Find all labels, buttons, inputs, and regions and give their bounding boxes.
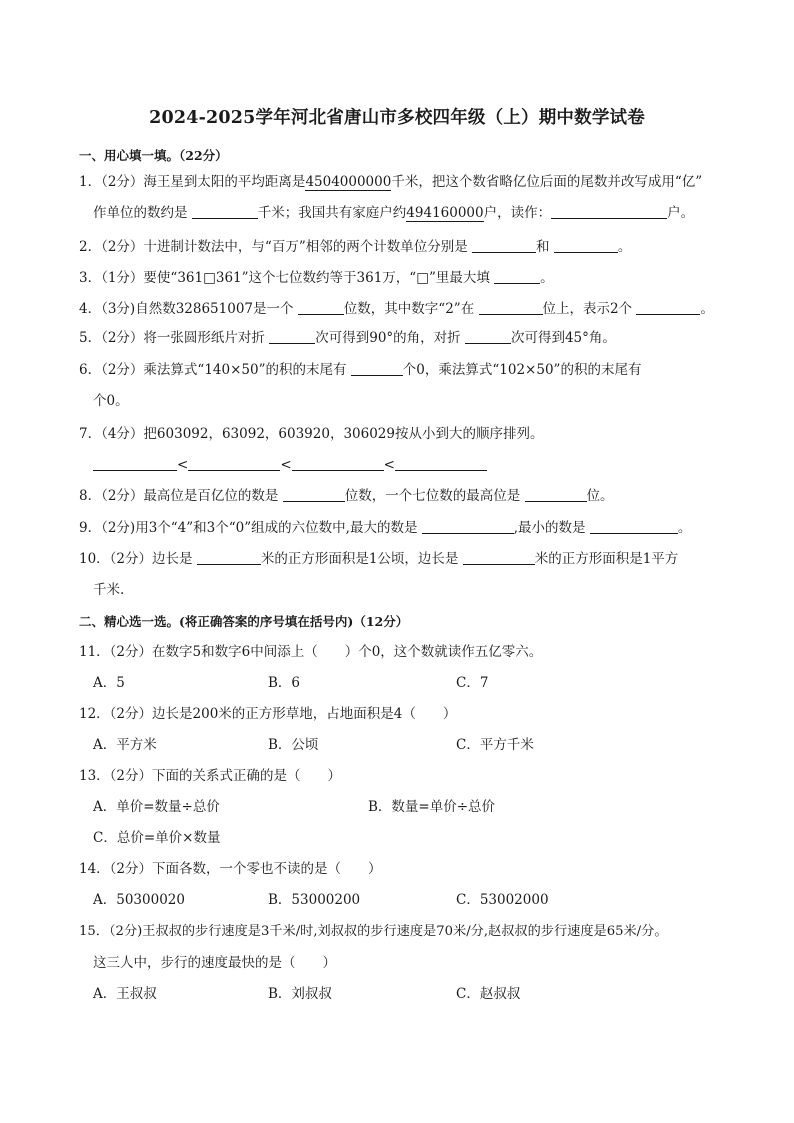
q7-blank-3[interactable]: [292, 455, 384, 471]
q11-option-a[interactable]: A．5: [93, 675, 125, 691]
question-13: 13．（2分）下面的关系式正确的是（ ）: [79, 768, 342, 784]
question-8: 8．（2分）最高位是百亿位的数是 位数，一个七位数的最高位是 位。: [79, 488, 614, 504]
q5-blank-1[interactable]: [269, 328, 315, 344]
q8-blank-1[interactable]: [283, 486, 345, 502]
question-6-line-2: 个0。: [93, 393, 129, 409]
q12-option-b[interactable]: B．公顷: [268, 737, 319, 753]
q11-option-b[interactable]: B．6: [268, 675, 301, 691]
question-2: 2．（2分）十进制计数法中，与“百万”相邻的两个计数单位分别是 和 。: [79, 239, 632, 255]
q4-blank-2[interactable]: [479, 299, 543, 315]
question-9: 9．（2分)用3个“4”和3个“0”组成的六位数中,最大的数是 ,最小的数是 。: [79, 520, 692, 536]
q7-blank-1[interactable]: [93, 455, 177, 471]
q8-blank-2[interactable]: [525, 486, 587, 502]
q4-blank-1[interactable]: [298, 299, 344, 315]
question-6-line-1: 6．（2分）乘法算式“140×50”的积的末尾有 个0，乘法算式“102×50”的积的末尾有: [79, 362, 642, 378]
q15-option-c[interactable]: C．赵叔叔: [456, 986, 521, 1002]
q7-blank-2[interactable]: [188, 455, 280, 471]
q11-option-c[interactable]: C．7: [456, 675, 489, 691]
q7-blank-4[interactable]: [395, 455, 487, 471]
question-1-line-2: 作单位的数约是 千米；我国共有家庭户约494160000户，读作： 户。: [93, 205, 695, 221]
q10-blank-2[interactable]: [463, 549, 535, 565]
q3-blank-1[interactable]: [494, 268, 540, 284]
q1-number-1: 4504000000: [305, 174, 392, 190]
q4-blank-3[interactable]: [636, 299, 700, 315]
q1-blank-2[interactable]: [551, 203, 667, 219]
question-10-line-2: 千米.: [93, 582, 125, 598]
q1-blank-1[interactable]: [192, 203, 258, 219]
q15-option-b[interactable]: B．刘叔叔: [268, 986, 332, 1002]
q1-number-2: 494160000: [406, 205, 484, 221]
q2-blank-1[interactable]: [472, 237, 536, 253]
q15-option-a[interactable]: A．王叔叔: [93, 986, 157, 1002]
section-2-heading: 二、精心选一选。(将正确答案的序号填在括号内)（12分）: [79, 614, 409, 629]
question-7: 7．（4分）把603092，63092，603920，306029按从小到大的顺序排列。: [79, 426, 544, 442]
question-15-line-2: 这三人中，步行的速度最快的是（ ）: [93, 955, 336, 971]
q9-blank-2[interactable]: [590, 518, 678, 534]
question-7-answer-row: < < <: [93, 455, 487, 475]
q13-option-c[interactable]: C．总价=单价×数量: [93, 830, 221, 846]
q14-option-b[interactable]: B．53000200: [268, 892, 361, 908]
q5-blank-2[interactable]: [465, 328, 511, 344]
question-15-line-1: 15．（2分)王叔叔的步行速度是3千米/时,刘叔叔的步行速度是70米/分,赵叔叔的步行速度是65米/分。: [79, 924, 668, 939]
q14-option-c[interactable]: C．53002000: [456, 892, 549, 908]
q9-blank-1[interactable]: [422, 518, 514, 534]
q6-blank-1[interactable]: [351, 360, 403, 376]
section-1-heading: 一、用心填一填。（22分）: [79, 148, 228, 163]
question-4: 4．（3分)自然数328651007是一个 位数，其中数字“2”在 位上，表示2个 。: [79, 301, 714, 317]
page-title: 2024-2025学年河北省唐山市多校四年级（上）期中数学试卷: [149, 108, 645, 128]
question-5: 5．（2分）将一张圆形纸片对折 次可得到90°的角，对折 次可得到45°角。: [79, 330, 616, 346]
question-10-line-1: 10．（2分）边长是 米的正方形面积是1公顷，边长是 米的正方形面积是1平方: [79, 551, 679, 567]
q13-option-a[interactable]: A．单价=数量÷总价: [93, 799, 220, 815]
q13-option-b[interactable]: B．数量=单价÷总价: [368, 799, 496, 815]
question-14: 14．（2分）下面各数，一个零也不读的是（ ）: [79, 861, 382, 877]
q12-option-a[interactable]: A．平方米: [93, 737, 157, 753]
question-11: 11．（2分）在数字5和数字6中间添上（ ）个0，这个数就读作五亿零六。: [79, 644, 543, 660]
question-3: 3．（1分）要使“361□361”这个七位数约等于361万，“□”里最大填 。: [79, 270, 554, 286]
q2-blank-2[interactable]: [554, 237, 618, 253]
q12-option-c[interactable]: C．平方千米: [456, 737, 534, 753]
question-12: 12．（2分）边长是200米的正方形草地，占地面积是4（ ）: [79, 706, 457, 722]
question-1-line-1: 1．（2分）海王星到太阳的平均距离是4504000000千米，把这个数省略亿位后面的尾数并改写成用“亿”: [79, 174, 703, 190]
q10-blank-1[interactable]: [197, 549, 261, 565]
q14-option-a[interactable]: A．50300020: [93, 892, 185, 908]
